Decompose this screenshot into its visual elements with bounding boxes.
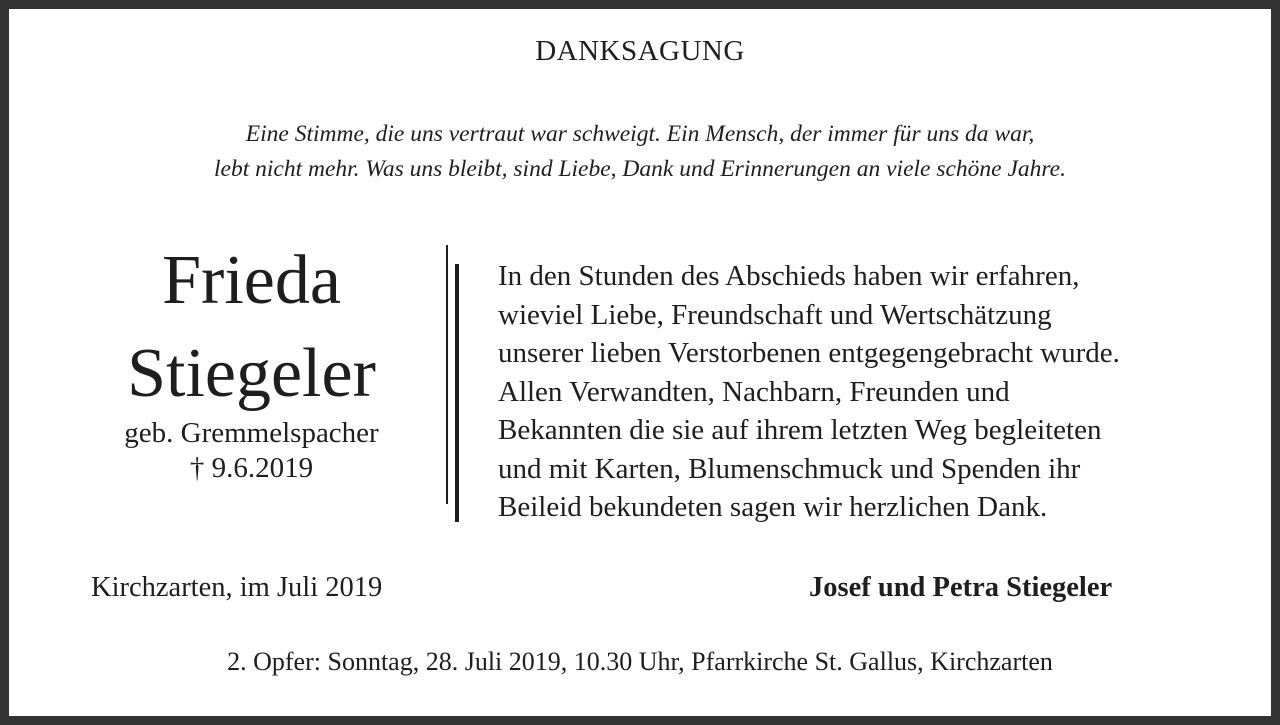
notice-title: DANKSAGUNG [535, 35, 745, 67]
message-line: Beileid bekundeten sagen wir herzlichen Dank. [498, 491, 1048, 523]
message-line: Bekannten die sie auf ihrem letzten Weg begleiteten [498, 414, 1102, 446]
obituary-notice [9, 9, 1271, 716]
quote [9, 117, 1271, 187]
thank-you-message [498, 257, 1238, 527]
divider-thin [446, 245, 448, 504]
quote-line: Eine Stimme, die uns vertraut war schweigt. Ein Mensch, der immer für uns da war, [245, 121, 1035, 147]
message-line: unserer lieben Verstorbenen entgegengebracht wurde. [498, 337, 1120, 369]
deceased-birth-name: geb. Gremmelspacher [124, 417, 379, 449]
divider-thick [455, 264, 459, 522]
deceased-last-name: Stiegeler [127, 335, 376, 412]
message-line: In den Stunden des Abschieds haben wir erfahren, [498, 260, 1080, 292]
place-date: Kirchzarten, im Juli 2019 [91, 572, 383, 603]
deceased-death-date: † 9.6.2019 [189, 452, 314, 484]
message-line: und mit Karten, Blumenschmuck und Spenden ihr [498, 452, 1081, 485]
deceased-block [89, 241, 414, 486]
message-line: Allen Verwandten, Nachbarn, Freunden und [498, 375, 1010, 408]
deceased-first-name: Frieda [162, 242, 341, 319]
signers: Josef und Petra Stiegeler [809, 572, 1113, 603]
message-line: wieviel Liebe, Freundschaft und Wertschätzung [498, 298, 1052, 331]
service-info: 2. Opfer: Sonntag, 28. Juli 2019, 10.30 Uhr, Pfarrkirche St. Gallus, Kirchzarten [227, 647, 1053, 676]
quote-line: lebt nicht mehr. Was uns bleibt, sind Liebe, Dank und Erinnerungen an viele schöne Jahre. [214, 156, 1066, 182]
